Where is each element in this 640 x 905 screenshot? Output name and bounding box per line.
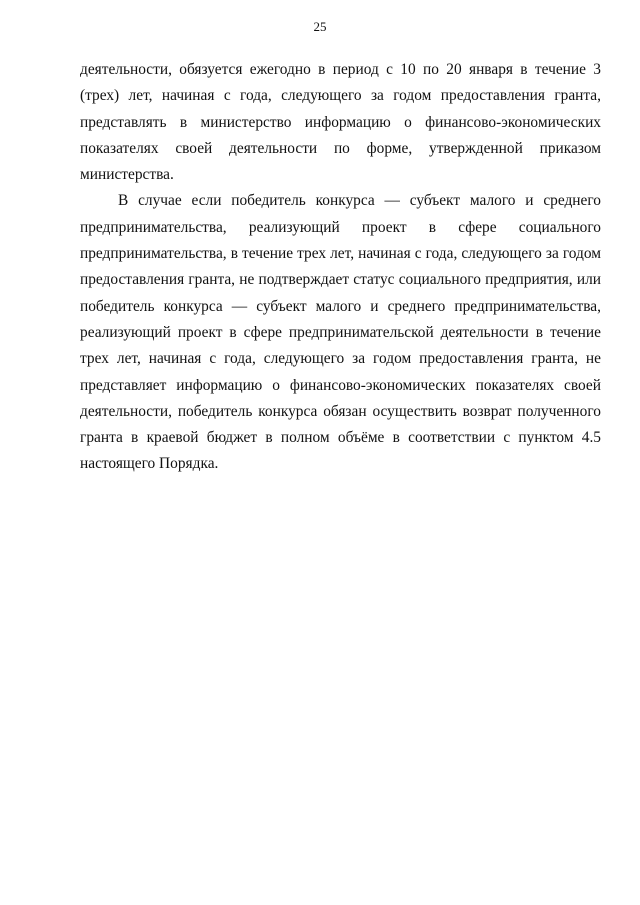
paragraph-grant-return: В случае если победитель конкурса — субъект малого и среднего предпринимательства, реализующий проект в сфере социального предпринимательства, в течение трех лет, начиная с года, следующего за годом предоставления гранта, не подтверждает статус социального предприятия, или победитель конкурса — субъект малого и среднего предпринимательства, реализующий проект в сфере предпринимательской деятельности в течение трех лет, начиная с года, следующего за годом предоставления гранта, не представляет информацию о финансово-экономических показателях своей деятельности, победитель конкурса обязан осуществить возврат полученного гранта в краевой бюджет в полном объёме в соответствии с пунктом 4.5 настоящего Порядка. [80, 192, 601, 473]
page-number: 25 [313, 19, 327, 34]
paragraph-continuation: деятельности, обязуется ежегодно в период с 10 по 20 января в течение 3 (трех) лет, начиная с года, следующего за годом предоставления гранта, представлять в министерство информацию о финансово-экономических показателях своей деятельности по форме, утвержденной приказом министерства. [80, 61, 601, 184]
document-body [80, 57, 601, 478]
